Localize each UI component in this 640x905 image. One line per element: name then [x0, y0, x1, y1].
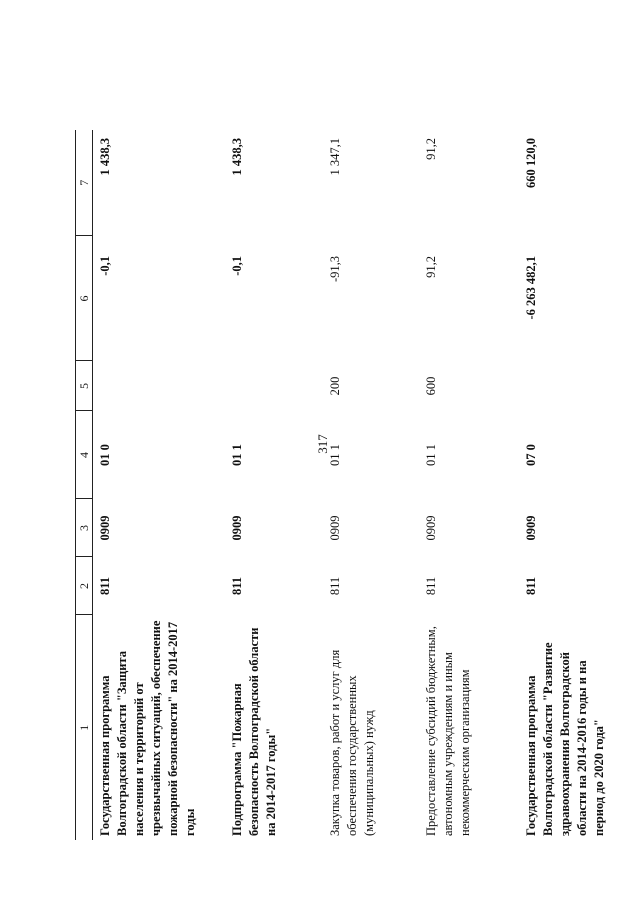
row-expense-type	[93, 361, 226, 411]
row-program-code: 07 0	[524, 444, 539, 466]
column-header-3: 3	[76, 499, 93, 557]
row-change-amount: -91,3	[328, 256, 343, 283]
row-change-amount: -0,1	[230, 256, 245, 276]
row-total-amount: 1 438,3	[230, 138, 245, 176]
column-header-1: 1	[76, 615, 93, 840]
table-row	[323, 130, 419, 840]
row-change-amount: -0,1	[98, 256, 113, 276]
row-section-code: 0909	[328, 515, 343, 541]
column-header-4: 4	[76, 411, 93, 499]
row-expense-type	[519, 361, 633, 411]
row-ministry-code: 811	[328, 576, 343, 596]
row-total-amount: 660 120,0	[524, 138, 539, 188]
column-header-5: 5	[76, 361, 93, 411]
row-ministry-code: 811	[424, 576, 439, 596]
row-change-amount: 91,2	[424, 256, 439, 278]
row-program-code: 01 1	[424, 444, 439, 466]
row-change-amount: -6 263 482,1	[524, 256, 539, 320]
row-section-code: 0909	[424, 515, 439, 541]
page-number: 317	[314, 434, 330, 454]
table-row	[93, 130, 226, 840]
row-name: Подпрограмма "Пожарная безопасность Волгоградской области на 2014-2017 годы"	[230, 627, 278, 836]
row-name: Предоставление субсидий бюджетным, автономным учреждениям и иным некоммерческим организациям	[424, 626, 472, 836]
row-total-amount: 1 347,1	[328, 138, 343, 176]
row-expense-type: 600	[424, 376, 439, 396]
budget-table-box	[75, 130, 606, 840]
row-section-code: 0909	[230, 515, 245, 541]
row-expense-type: 200	[328, 376, 343, 396]
row-program-code: 01 1	[230, 444, 245, 466]
table-row	[419, 130, 519, 840]
budget-table	[75, 130, 633, 840]
row-name: Государственная программа Волгоградской области "Защита населения и территорий от чрезвычайных ситуаций, обеспечение пожарной безопасности" на 2014-2017 годы	[98, 620, 197, 836]
row-section-code: 0909	[98, 515, 113, 541]
column-header-2: 2	[76, 557, 93, 615]
row-ministry-code: 811	[98, 576, 113, 596]
row-expense-type	[225, 361, 323, 411]
row-ministry-code: 811	[524, 576, 539, 596]
table-row	[225, 130, 323, 840]
column-header-7: 7	[76, 130, 93, 236]
row-program-code: 01 1	[328, 444, 343, 466]
row-total-amount: 91,2	[424, 138, 439, 160]
row-ministry-code: 811	[230, 576, 245, 596]
header-row	[76, 130, 93, 840]
row-section-code: 0909	[524, 515, 539, 541]
row-total-amount: 1 438,3	[98, 138, 113, 176]
column-header-6: 6	[76, 236, 93, 361]
table-row	[519, 130, 633, 840]
row-name: Государственная программа Волгоградской области "Развитие здравоохранения Волгоградской области на 2014-2016 годы и на период до 2020 года"	[524, 642, 606, 836]
row-program-code: 01 0	[98, 444, 113, 466]
row-name: Закупка товаров, работ и услуг для обеспечения государственных (муниципальных) нужд	[328, 649, 376, 836]
